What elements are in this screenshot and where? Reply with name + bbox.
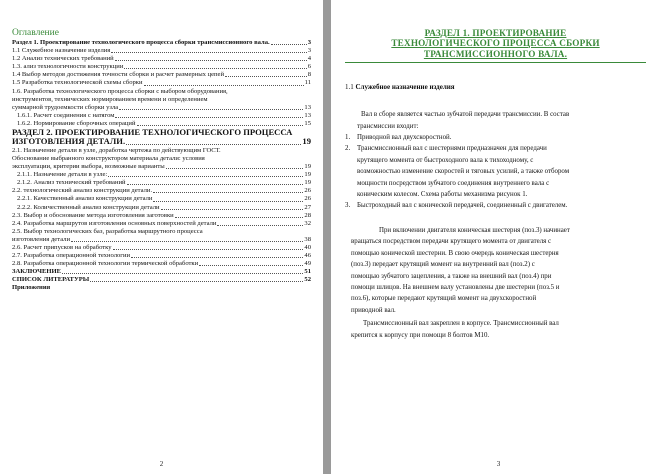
text-line: возможностью изменение скоростей и тяговых усилий, а также отбором: [357, 168, 570, 176]
toc-conclusion[interactable]: [12, 268, 311, 276]
section-title: Служебное назначение изделия: [355, 83, 455, 92]
section-subheading: [345, 83, 646, 91]
toc-page-number: 32: [304, 219, 311, 227]
toc-item-2-1-line: 2.1. Назначение детали в узле, доработка чертежа по действующим ГОСТ.: [12, 146, 221, 154]
toc-leader: [153, 192, 303, 193]
toc-item-text: 1.6.2. Нормирование сборочных операций: [17, 119, 136, 127]
toc-item-text: 2.8. Разработка операционной технологии термической обработки: [12, 260, 199, 268]
toc-page-number: 38: [304, 235, 311, 243]
toc-item[interactable]: [12, 220, 311, 228]
toc-page-number: 19: [304, 163, 311, 171]
toc-item[interactable]: [12, 244, 311, 252]
toc-leader: [111, 52, 306, 53]
toc-item-text: 1.3. ализ технологичности конструкции: [12, 63, 124, 71]
toc-item-text: 1.4 Выбор методов достижения точности сборки и расчет размерных цепей: [12, 71, 225, 79]
intro-paragraph: [345, 109, 646, 132]
chapter-title: [345, 28, 646, 59]
toc-item-1-6-last: суммарной трудоемкости сборки узла: [12, 103, 119, 111]
component-list: [345, 132, 646, 212]
toc-item-2-5[interactable]: [12, 228, 311, 244]
toc-item-text: ЗАКЛЮЧЕНИЕ: [12, 268, 62, 276]
list-text: [357, 132, 646, 143]
toc-leader: [113, 249, 304, 250]
toc-subitem[interactable]: [12, 179, 311, 187]
toc-item-2-2[interactable]: [12, 187, 311, 195]
list-text: [357, 200, 646, 211]
toc-item-text: 1.2 Анализ технических требований: [12, 55, 114, 63]
toc-subitem[interactable]: [12, 195, 311, 203]
toc-leader: [119, 109, 303, 110]
toc-leader: [137, 125, 304, 126]
toc-section1-title: Раздел 1. Проектирование технологического процесса сборки трансмиссионного вала.: [12, 39, 270, 46]
toc-page-number: 19: [304, 179, 311, 187]
toc-item-2-5-line: 2.5. Выбор технологических баз, разработка маршрутного процесса: [12, 227, 203, 235]
toc-item-text: 2.1.2. Анализ технический требований: [17, 179, 126, 187]
toc-item[interactable]: [12, 47, 311, 55]
toc-page-number: 3: [307, 47, 311, 55]
toc-item-text: 1.5 Разработка технологической схемы сборки: [12, 79, 143, 87]
list-number: 3.: [345, 202, 351, 210]
toc-page-number: 51: [304, 268, 311, 276]
toc-item-text: 2.1.1. Назначение детали в узле:: [17, 171, 108, 179]
text-line: коническим колесом. Схема работы механизма рисунок 1.: [357, 191, 528, 199]
toc-item-text: 2.2.1. Качественный анализ конструкции детали: [17, 195, 153, 203]
toc-item[interactable]: [12, 71, 311, 79]
toc-item[interactable]: [12, 212, 311, 220]
toc-page-number: 3: [307, 39, 311, 46]
toc-leader: [71, 241, 303, 242]
text-line: крепится к корпусу при помощи 8 болтов М10.: [351, 331, 490, 339]
chapter-title-line: ТЕХНОЛОГИЧЕСКОГО ПРОЦЕССА СБОРКИ: [391, 38, 600, 49]
toc-page-number: 46: [304, 252, 311, 260]
toc-section2[interactable]: [12, 128, 311, 147]
page-number: 2: [159, 460, 164, 468]
toc-leader: [225, 76, 307, 77]
paragraph-operation: [345, 225, 646, 316]
toc-leader: [175, 217, 304, 218]
toc-leader: [199, 265, 303, 266]
toc-item-text: 2.2.2. Количественный анализ конструкции детали: [17, 203, 160, 211]
toc-leader: [153, 201, 303, 202]
toc-page-number: 13: [304, 103, 311, 111]
section-number: 1.1: [345, 83, 354, 92]
text-line: мощности посредством зубчатого соединения внутреннего вала с: [357, 179, 550, 187]
text-line: помощью зубчатого зацепления, а также на внешний вал (поз.4) при: [351, 272, 552, 280]
toc-page-number: 49: [304, 260, 311, 268]
toc-page-number: 26: [304, 187, 311, 195]
text-line: трансмиссии входит:: [357, 122, 419, 130]
toc-leader: [126, 144, 301, 145]
toc-item-1-6[interactable]: [12, 88, 311, 112]
text-line: приводной вал.: [351, 306, 396, 314]
text-line: Вал в сборе является частью зубчатой передачи трансмиссии. В состав: [361, 111, 570, 119]
text-line: поз.6), которые передают крутящий момент на двухскоростной: [351, 295, 537, 303]
toc-leader: [90, 281, 303, 282]
toc-page-number: 52: [304, 276, 311, 284]
toc-subitem[interactable]: [12, 204, 311, 212]
list-number: 1.: [345, 134, 351, 142]
toc-item[interactable]: [12, 252, 311, 260]
text-line: При включении двигателя коническая шестерня (поз.3) начинает: [379, 226, 570, 234]
page-left: [0, 0, 323, 474]
toc-page-number: 6: [307, 63, 311, 71]
toc-item-2-1-last: эксплуатации, критерии выбора, возможные варианты: [12, 163, 165, 171]
toc-section2-line2: ИЗГОТОВЛЕНИЯ ДЕТАЛИ.: [12, 136, 126, 147]
text-line: Быстроходный вал с конической передачей, соединенный с двигателем.: [357, 202, 568, 210]
toc-item-text: 2.2. технологический анализ конструкции детали.: [12, 187, 153, 195]
toc-leader: [144, 85, 304, 86]
toc-section1[interactable]: [12, 39, 311, 47]
toc-item-1-6-line: инструментов, технических нормированием времени и определением: [12, 95, 208, 103]
toc-leader: [131, 257, 303, 258]
toc-item-1-6-line: 1.6. Разработка технологического процесса сборки с выбором оборудования,: [12, 87, 228, 95]
toc-item-text: 2.3. Выбор и обоснование метода изготовления заготовки: [12, 211, 174, 219]
toc-heading: Оглавление: [12, 28, 59, 38]
toc-leader: [271, 44, 307, 45]
toc-item-text: 2.6. Расчет припусков на обработку: [12, 243, 112, 251]
page-right: [331, 0, 666, 474]
toc-item-2-1[interactable]: [12, 147, 311, 171]
text-line: Трансмиссионный вал закреплен в корпусе. Трансмиссионный вал: [363, 320, 559, 328]
toc-leader: [217, 225, 303, 226]
paragraph-mounting: [345, 318, 646, 341]
text-line: Трансмиссионный вал с шестернями предназначен для передачи: [357, 145, 547, 153]
text-line: вращаться посредством передачи крутящего момента от двигателя с: [351, 238, 552, 246]
toc-page-number: 8: [307, 71, 311, 79]
toc-item-text: 1.6.1. Расчет соединения с натягом: [17, 111, 115, 119]
toc-item-text: СПИСОК ЛИТЕРАТУРЫ: [12, 276, 90, 284]
list-text: [357, 143, 646, 200]
chapter-divider: [345, 62, 646, 63]
chapter-title-line: ТРАНСМИССИОННОГО ВАЛА.: [423, 48, 568, 59]
toc-item-2-5-last: изготовления детали: [12, 235, 71, 243]
list-number: 2.: [345, 145, 351, 153]
toc-subitem[interactable]: [12, 112, 311, 120]
toc-page-number: 19: [304, 171, 311, 179]
toc-appendix[interactable]: [12, 284, 311, 292]
text-line: (поз.3) передает крутящий момент на внутренний вал (поз.2) с: [351, 261, 535, 269]
toc-item-text: 2.7. Разработка операционной технологии: [12, 252, 131, 260]
toc-page-number: 26: [304, 195, 311, 203]
page-number: 3: [496, 460, 501, 468]
toc-page-number: 19: [302, 136, 311, 147]
toc-leader: [127, 184, 304, 185]
text-line: помощи шлицов. На внешнем валу установлены две шестерни (поз.5 и: [351, 283, 560, 291]
toc-page-number: 15: [304, 119, 311, 127]
toc-section2-line1: РАЗДЕЛ 2. ПРОЕКТИРОВАНИЕ ТЕХНОЛОГИЧЕСКОГО ПРОЦЕССА: [12, 127, 293, 138]
toc-page-number: 13: [304, 111, 311, 119]
chapter-title-line: РАЗДЕЛ 1. ПРОЕКТИРОВАНИЕ: [424, 28, 567, 38]
toc-leader: [115, 60, 307, 61]
toc-leader: [124, 68, 306, 69]
toc-leader: [115, 117, 303, 118]
toc-page-number: 28: [304, 211, 311, 219]
list-item: [345, 200, 646, 211]
toc-item-text: 2.4. Разработка маршрутов изготовления основных поверхностей детали: [12, 219, 217, 227]
toc-page-number: 4: [307, 55, 311, 63]
toc-item-2-1-line: Обоснование выбранного конструктором материала детали: условия: [12, 154, 205, 162]
toc-leader: [62, 273, 303, 274]
toc-leader: [108, 176, 303, 177]
toc-page-number: 27: [304, 203, 311, 211]
toc-item-text: 1.1 Служебное назначение изделия: [12, 47, 111, 55]
toc-references[interactable]: [12, 276, 311, 284]
toc-page-number: 11: [304, 79, 311, 87]
text-line: Приводной вал двухскоростной.: [357, 134, 452, 142]
toc-leader: [161, 209, 304, 210]
toc-page-number: 40: [304, 243, 311, 251]
toc-item[interactable]: [12, 79, 311, 87]
text-line: помощью конической шестерни. В свою очередь коническая шестерня: [351, 249, 559, 257]
toc-item[interactable]: [12, 63, 311, 71]
toc-item-text: Приложения: [12, 284, 51, 292]
toc-item[interactable]: [12, 260, 311, 268]
list-item: [345, 143, 646, 200]
text-line: крутящего момента от быстроходного вала к тихоходному, с: [357, 156, 534, 164]
toc-subitem[interactable]: [12, 171, 311, 179]
toc-item[interactable]: [12, 55, 311, 63]
toc-leader: [166, 168, 304, 169]
list-item: [345, 132, 646, 143]
